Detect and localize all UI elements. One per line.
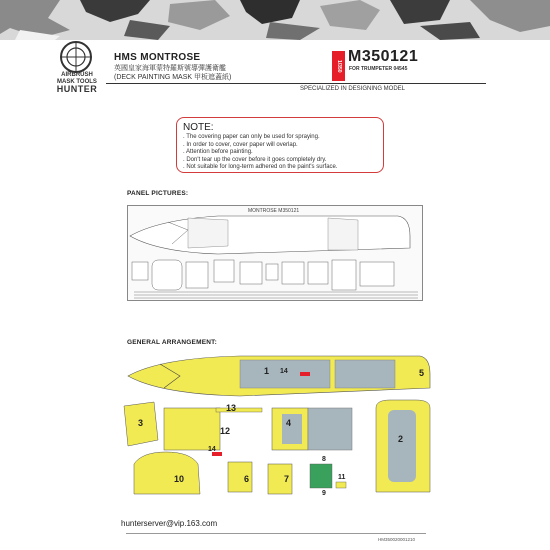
for-kit-label: FOR TRUMPETER 04545 [349, 66, 408, 72]
part-label-1: 1 [264, 366, 270, 376]
brand-big: HUNTER [56, 84, 98, 94]
part-label-14a: 14 [280, 368, 288, 375]
part-label-5: 5 [419, 368, 425, 378]
page-title: HMS MONTROSE [114, 52, 201, 63]
panel-sheet-label: MONTROSE M350121 [248, 208, 300, 214]
panel-sheet [127, 205, 423, 301]
general-arrangement [120, 348, 435, 508]
subtitle-mask: (DECK PAINTING MASK 甲板遮蓋紙) [114, 74, 232, 81]
brand-small: AIRBRUSH MASK TOOLS [57, 72, 97, 85]
note-box [176, 117, 384, 173]
part-label-14b: 14 [208, 446, 216, 453]
note-line: . Don't tear up the cover before it goes completely dry. [183, 156, 327, 163]
scale-badge: 1/350 [332, 51, 345, 81]
header-divider [106, 83, 486, 84]
note-line: . Attention before painting. [183, 149, 253, 156]
part-label-12: 12 [220, 426, 231, 436]
note-title: NOTE: [183, 122, 214, 133]
panel-sheet-drawing [128, 206, 424, 302]
arrangement-drawing [120, 348, 435, 508]
part-label-6: 6 [244, 474, 250, 484]
product-code: M350121 [348, 48, 419, 65]
part-label-4: 4 [286, 418, 292, 428]
part-label-3: 3 [138, 418, 144, 428]
note-line: . In order to cover, cover paper will overlap. [183, 141, 298, 148]
subtitle-chinese: 英國皇家海軍蒙特羅斯號導彈護衛艦 [114, 65, 226, 72]
part-label-9: 9 [322, 490, 326, 497]
part-label-10: 10 [174, 474, 185, 484]
part-label-11: 11 [338, 474, 346, 481]
contact-email: hunterserver@vip.163.com [121, 519, 218, 528]
note-line: . The covering paper can only be used for spraying. [183, 134, 320, 140]
part-label-2: 2 [398, 434, 404, 444]
note-line: . Not suitable for long-term adhered on the paint's surface. [183, 164, 338, 171]
general-arrangement-heading: GENERAL ARRANGEMENT: [127, 339, 217, 346]
brand-wordmark [56, 72, 98, 93]
specialized-tagline: SPECIALIZED IN DESIGNING MODEL [300, 86, 406, 92]
footer-divider [126, 533, 426, 534]
part-label-7: 7 [284, 474, 290, 484]
part-label-13: 13 [226, 403, 237, 413]
barcode-number: HM350020001210 [378, 537, 416, 542]
part-label-8: 8 [322, 456, 326, 463]
panel-pictures-heading: PANEL PICTURES: [127, 190, 189, 197]
